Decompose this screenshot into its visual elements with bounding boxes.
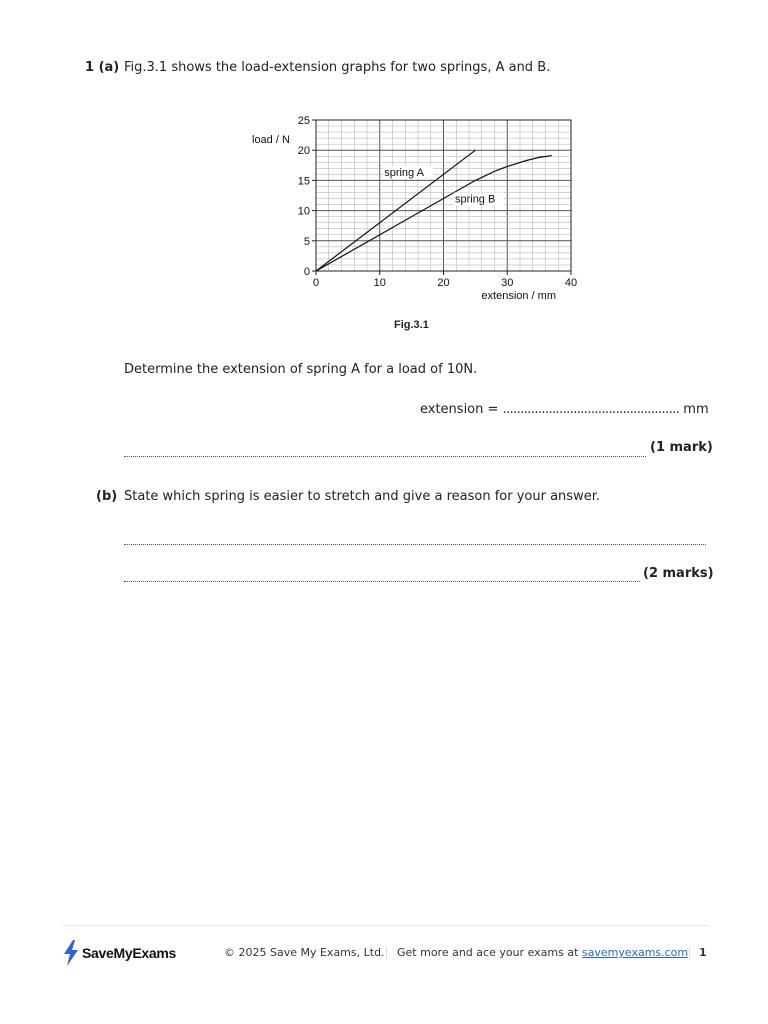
- question-number-1b: (b): [96, 489, 118, 504]
- answer-line-1[interactable]: [124, 544, 706, 545]
- footer-cta-text: Get more and ace your exams at: [397, 946, 582, 959]
- working-line[interactable]: [124, 456, 646, 457]
- y-tick-label: 0: [303, 266, 310, 278]
- footer-separator-2: [689, 947, 690, 959]
- answer-line-2[interactable]: [124, 581, 640, 582]
- answer-label: extension =: [420, 402, 503, 417]
- marks-1a: (1 mark): [650, 440, 713, 455]
- y-tick-label: 25: [297, 115, 310, 127]
- page-number: 1: [699, 946, 707, 959]
- question-number-1a: 1 (a): [85, 60, 120, 75]
- answer-unit: mm: [679, 402, 709, 417]
- answer-dots[interactable]: ..................................................: [502, 402, 680, 417]
- load-extension-chart: [248, 110, 588, 310]
- marks-1b: (2 marks): [643, 566, 714, 581]
- lightning-logo-icon: [62, 940, 80, 966]
- y-tick-label: 5: [303, 235, 310, 248]
- series-line-spring-b: [316, 156, 552, 271]
- figure-caption: Fig.3.1: [394, 319, 429, 331]
- y-tick-label: 15: [297, 175, 310, 188]
- y-tick-label: 10: [297, 205, 310, 218]
- question-1a-text: Fig.3.1 shows the load-extension graphs for two springs, A and B.: [124, 60, 551, 75]
- x-tick-label: 10: [373, 277, 386, 289]
- x-tick-label: 30: [501, 277, 514, 289]
- copyright-text: © 2025 Save My Exams, Ltd.: [224, 946, 385, 959]
- answer-line-extension: [420, 402, 709, 417]
- x-tick-label: 40: [564, 277, 578, 289]
- x-tick-label: 20: [437, 277, 450, 289]
- logo-wordmark[interactable]: SaveMyExams: [82, 945, 176, 961]
- footer-divider: [62, 925, 708, 926]
- savemyexams-link[interactable]: savemyexams.com: [581, 946, 689, 959]
- spring-a-label: spring A: [384, 166, 424, 179]
- spring-b-label: spring B: [454, 193, 496, 206]
- footer-separator: [386, 947, 387, 959]
- question-1a-instruction: Determine the extension of spring A for a load of 10N.: [124, 362, 478, 377]
- footer-cta: [397, 946, 688, 959]
- y-tick-label: 20: [297, 145, 310, 158]
- x-axis-label: extension / mm: [481, 290, 556, 302]
- question-1b-text: State which spring is easier to stretch and give a reason for your answer.: [124, 489, 600, 504]
- y-axis-label: load / N: [252, 134, 290, 146]
- x-tick-label: 0: [312, 277, 320, 289]
